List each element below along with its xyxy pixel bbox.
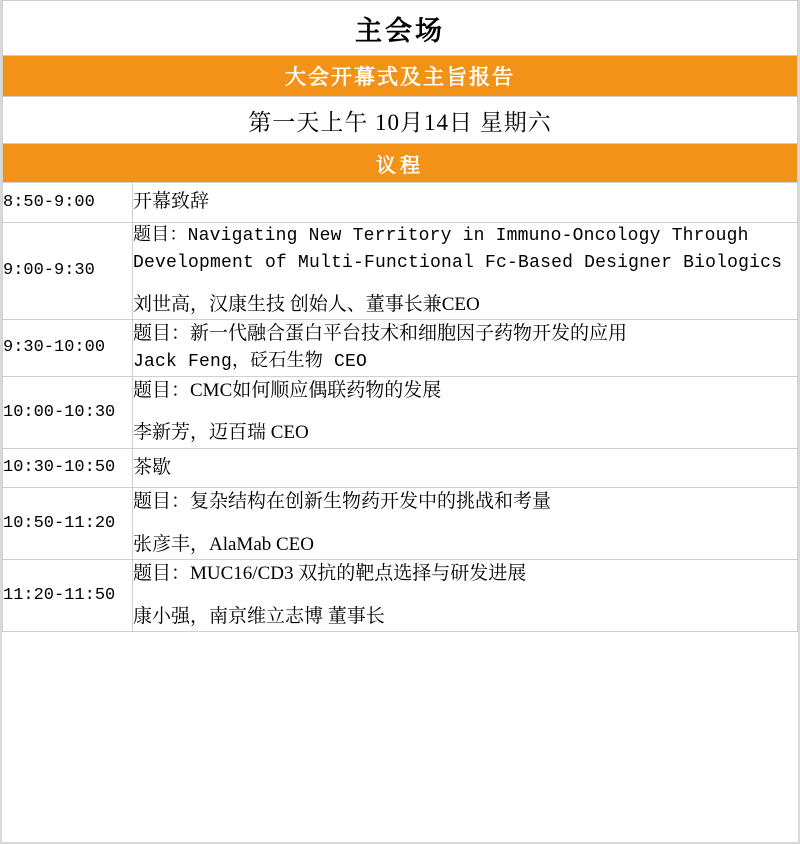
table-row bbox=[3, 560, 798, 632]
row-content bbox=[133, 448, 798, 488]
row-time: 10:00-10:30 bbox=[3, 376, 133, 448]
table-row bbox=[3, 222, 798, 320]
row-line-speaker: 李新芳，迈百瑞 CEO bbox=[133, 422, 309, 443]
row-line-title: 题目：复杂结构在创新生物药开发中的挑战和考量 bbox=[133, 491, 552, 512]
row-line-title: 题目：CMC如何顺应偶联药物的发展 bbox=[133, 379, 442, 401]
row-time: 11:20-11:50 bbox=[3, 560, 133, 632]
row-line-spacer bbox=[133, 589, 797, 603]
table-row bbox=[3, 376, 798, 448]
row-content bbox=[133, 320, 798, 377]
row-line-spacer bbox=[133, 277, 797, 291]
page-title: 主会场 bbox=[3, 1, 798, 56]
day-row bbox=[3, 97, 798, 144]
row-line-speaker: 张彦丰，AlaMab CEO bbox=[133, 533, 315, 555]
table-row bbox=[3, 488, 798, 560]
agenda-header-row bbox=[3, 144, 798, 183]
row-time: 9:00-9:30 bbox=[3, 222, 133, 320]
row-time: 8:50-9:00 bbox=[3, 183, 133, 223]
row-line-title: 题目：Navigating New Territory in Immuno-Oncology Through Development of Multi-Functional Fc-Based Designer Biologics bbox=[133, 225, 783, 273]
row-line: 开幕致辞 bbox=[133, 191, 210, 212]
row-content bbox=[133, 183, 798, 223]
row-line-spacer bbox=[133, 405, 797, 419]
row-content bbox=[133, 222, 798, 320]
agenda-table-body bbox=[3, 1, 798, 632]
table-row bbox=[3, 448, 798, 488]
row-line-speaker: Jack Feng，砭石生物 CEO bbox=[133, 351, 368, 372]
row-line-speaker: 刘世高，汉康生技 创始人、董事长兼CEO bbox=[133, 293, 480, 315]
row-line-title: 题目：MUC16/CD3 双抗的靶点选择与研发进展 bbox=[133, 563, 527, 584]
row-line-title: 题目：新一代融合蛋白平台技术和细胞因子药物开发的应用 bbox=[133, 323, 628, 344]
table-row bbox=[3, 183, 798, 223]
venue-title-row bbox=[3, 1, 798, 56]
session-banner-row bbox=[3, 56, 798, 97]
row-time: 9:30-10:00 bbox=[3, 320, 133, 377]
session-banner: 大会开幕式及主旨报告 bbox=[3, 56, 798, 97]
day-label: 第一天上午 10月14日 星期六 bbox=[3, 97, 798, 144]
row-line-spacer bbox=[133, 517, 797, 531]
agenda-table bbox=[2, 0, 798, 632]
row-line-speaker: 康小强，南京维立志博 董事长 bbox=[133, 605, 385, 627]
row-content bbox=[133, 376, 798, 448]
row-time: 10:50-11:20 bbox=[3, 488, 133, 560]
row-content bbox=[133, 488, 798, 560]
row-time: 10:30-10:50 bbox=[3, 448, 133, 488]
row-content bbox=[133, 560, 798, 632]
agenda-header: 议程 bbox=[3, 144, 798, 183]
table-row bbox=[3, 320, 798, 377]
row-line: 茶歇 bbox=[133, 456, 172, 478]
